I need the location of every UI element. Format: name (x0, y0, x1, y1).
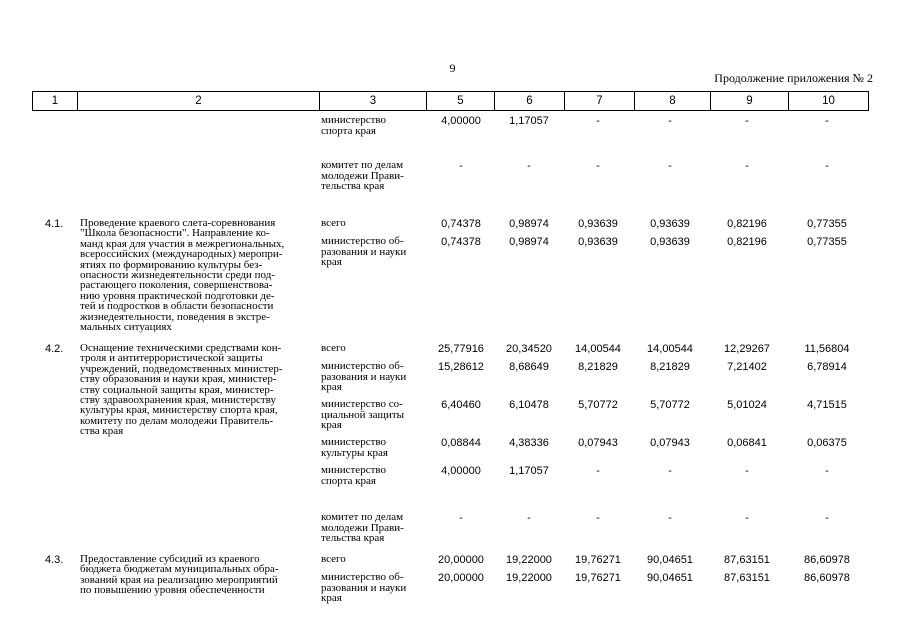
row-description-line: мальных ситуациях (80, 321, 172, 333)
table-cell-value: 5,70772 (650, 399, 690, 411)
row-description-line: учреждений, подведомственных министер- (80, 362, 283, 375)
table-cell-value: 6,40460 (441, 399, 481, 411)
row-number: 4.3. (45, 554, 64, 566)
table-cell-value: - (596, 115, 600, 127)
table-cell-value: 0,77355 (807, 218, 847, 230)
table-cell-value: 0,98974 (509, 218, 549, 230)
header-col-3: 3 (319, 92, 426, 110)
table-cell-value: 20,00000 (438, 554, 484, 566)
executor-label: спорта края (321, 124, 376, 137)
row-description-line: зований края на реализацию мероприятий (80, 573, 278, 586)
table-cell-value: 5,01024 (727, 399, 767, 411)
row-number: 4.1. (45, 218, 64, 230)
table-cell-value: 15,28612 (438, 361, 484, 373)
table-cell-value: 4,38336 (509, 437, 549, 449)
row-description-line: комитету по делам молодежи Правитель- (80, 414, 274, 427)
table-cell-value: - (668, 115, 672, 127)
table-cell-value: 5,70772 (578, 399, 618, 411)
table-cell-value: 90,04651 (647, 554, 693, 566)
table-cell-value: 14,00544 (575, 343, 621, 355)
table-cell-value: 0,93639 (650, 218, 690, 230)
table-cell-value: 0,06375 (807, 437, 847, 449)
table-cell-value: 4,00000 (441, 465, 481, 477)
table-cell-value: 0,93639 (578, 236, 618, 248)
row-description-line: культуры края, министерству спорта края, (80, 404, 278, 417)
table-cell-value: 8,21829 (650, 361, 690, 373)
table-cell-value: 0,82196 (727, 236, 767, 248)
row-description-line: ства края (80, 425, 124, 438)
executor-label: министерство об- (321, 235, 404, 247)
executor-label: края (321, 381, 342, 394)
executor-label: министерство со- (321, 398, 403, 410)
executor-label: комитет по делам (321, 159, 404, 171)
table-cell-value: 87,63151 (724, 554, 770, 566)
table-cell-value: 0,82196 (727, 218, 767, 230)
executor-label: разования и науки (321, 245, 407, 258)
executor-label: министерство (321, 114, 387, 126)
table-cell-value: - (745, 512, 749, 524)
table-header (32, 91, 869, 111)
table-cell-value: - (825, 115, 829, 127)
page-number: 9 (449, 61, 456, 75)
executor-label: разования и науки (321, 581, 407, 594)
header-col-8: 8 (634, 92, 710, 110)
table-cell-value: 0,74378 (441, 218, 481, 230)
table-cell-value: 0,93639 (650, 236, 690, 248)
table-cell-value: 1,17057 (509, 465, 549, 477)
table-cell-value: - (527, 160, 531, 172)
table-cell-value: - (459, 160, 463, 172)
executor-label: тельства края (321, 532, 385, 545)
executor-label: разования и науки (321, 370, 407, 383)
header-col-7: 7 (564, 92, 634, 110)
row-description-line: манд края для участия в межрегиональных, (80, 237, 285, 250)
table-cell-value: 0,08844 (441, 437, 481, 449)
table-cell-value: - (596, 512, 600, 524)
table-cell-value: 14,00544 (647, 343, 693, 355)
executor-label: молодежи Прави- (321, 169, 404, 182)
table-cell-value: 0,77355 (807, 236, 847, 248)
table-cell-value: 19,22000 (506, 554, 552, 566)
row-description-line: растающего поколения, совершенствова- (80, 279, 273, 292)
table-cell-value: 0,06841 (727, 437, 767, 449)
executor-label: всего (321, 217, 346, 229)
table-cell-value: 87,63151 (724, 572, 770, 584)
table-cell-value: 11,56804 (804, 343, 850, 355)
executor-label: молодежи Прави- (321, 521, 404, 534)
executor-label: всего (321, 342, 346, 354)
row-description-line: ству здравоохранения края, министерству (80, 394, 276, 406)
table-cell-value: - (825, 160, 829, 172)
row-description-line: бюджета бюджетам муниципальных обра- (80, 563, 279, 576)
table-cell-value: 4,00000 (441, 115, 481, 127)
row-description-line: по повышению уровня обеспеченности (80, 584, 265, 597)
executor-label: министерство (321, 464, 387, 476)
continuation-note: Продолжение приложения № 2 (714, 71, 873, 85)
row-description-line: Оснащение техническими средствами кон- (80, 342, 282, 354)
row-description-line: ству образования и науки края, министер- (80, 373, 277, 386)
table-cell-value: 25,77916 (438, 343, 484, 355)
table-cell-value: 90,04651 (647, 572, 693, 584)
executor-label: министерство об- (321, 360, 404, 372)
table-cell-value: 0,74378 (441, 236, 481, 248)
row-description-line: тей и подростков в области безопасности (80, 300, 274, 313)
table-cell-value: - (745, 115, 749, 127)
table-cell-value: 0,07943 (650, 437, 690, 449)
executor-label: культуры края (321, 446, 388, 459)
row-description-line: Предоставление субсидий из краевого (80, 553, 260, 565)
table-cell-value: - (459, 512, 463, 524)
table-cell-value: - (825, 465, 829, 477)
table-cell-value: 8,21829 (578, 361, 618, 373)
row-description-line: ству социальной защиты края, министер- (80, 383, 274, 396)
executor-label: спорта края (321, 474, 376, 487)
table-cell-value: 20,00000 (438, 572, 484, 584)
executor-label: края (321, 419, 342, 432)
row-description-line: Проведение краевого слета-соревнования (80, 217, 276, 229)
table-cell-value: 8,68649 (509, 361, 549, 373)
table-cell-value: - (825, 512, 829, 524)
executor-label: министерство об- (321, 571, 404, 583)
table-cell-value: - (527, 512, 531, 524)
table-cell-value: - (745, 160, 749, 172)
table-cell-value: 19,22000 (506, 572, 552, 584)
row-description-line: всероссийских (международных) меропри- (80, 248, 283, 261)
table-cell-value: 0,07943 (578, 437, 618, 449)
row-number: 4.2. (45, 343, 64, 355)
table-cell-value: 6,78914 (807, 361, 847, 373)
header-col-5: 5 (426, 92, 494, 110)
table-cell-value: 19,76271 (575, 572, 621, 584)
table-cell-value: - (668, 512, 672, 524)
table-cell-value: 1,17057 (509, 115, 549, 127)
header-col-1: 1 (32, 92, 77, 110)
executor-label: циальной защиты (321, 408, 405, 421)
executor-label: всего (321, 553, 346, 565)
row-description-line: нию уровня практической подготовки де- (80, 289, 275, 302)
table-cell-value: 0,93639 (578, 218, 618, 230)
table-cell-value: 19,76271 (575, 554, 621, 566)
table-cell-value: 86,60978 (804, 572, 850, 584)
header-col-6: 6 (494, 92, 564, 110)
executor-label: края (321, 592, 342, 605)
table-cell-value: 20,34520 (506, 343, 552, 355)
table-cell-value: 7,21402 (727, 361, 767, 373)
executor-label: края (321, 256, 342, 269)
table-cell-value: 6,10478 (509, 399, 549, 411)
table-cell-value: 12,29267 (724, 343, 770, 355)
row-description-line: опасности жизнедеятельности среди под- (80, 269, 275, 281)
table-cell-value: - (596, 465, 600, 477)
table-cell-value: - (596, 160, 600, 172)
table-cell-value: - (668, 160, 672, 172)
executor-label: тельства края (321, 180, 385, 193)
table-cell-value: 0,98974 (509, 236, 549, 248)
table-cell-value: 4,71515 (807, 399, 847, 411)
table-cell-value: 86,60978 (804, 554, 850, 566)
row-description-line: жизнедеятельности, поведения в экстре- (80, 310, 270, 323)
table-cell-value: - (745, 465, 749, 477)
header-col-10: 10 (788, 92, 869, 110)
table-cell-value: - (668, 465, 672, 477)
row-description-line: "Школа безопасности". Направление ко- (80, 227, 270, 240)
executor-label: комитет по делам (321, 511, 404, 523)
header-col-9: 9 (710, 92, 788, 110)
header-col-2: 2 (77, 92, 319, 110)
row-description-line: ятиях по формированию культуры без- (80, 258, 263, 271)
row-description-line: троля и антитеррористической защиты (80, 352, 263, 365)
executor-label: министерство (321, 436, 387, 448)
